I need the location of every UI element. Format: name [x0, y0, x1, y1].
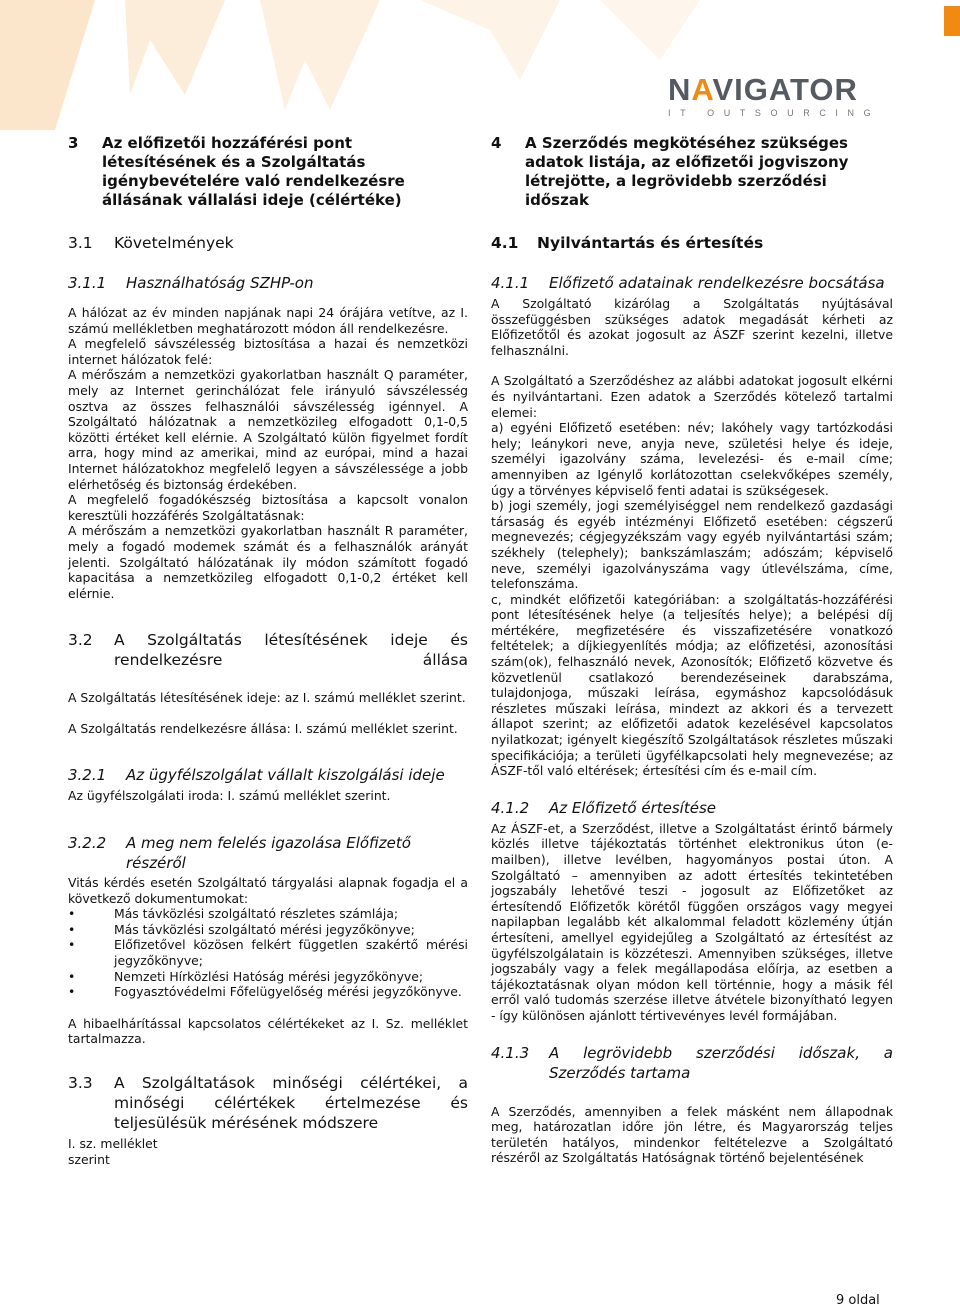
paragraph-troubleshooting-ref: A hibaelhárítással kapcsolatos célértékeket az I. Sz. melléklet tartalmazza.	[68, 1015, 468, 1047]
list-item: • Más távközlési szolgáltató mérési jegyzőkönyve;	[68, 921, 415, 937]
list-item: • Nemzeti Hírközlési Hatóság mérési jegyzőkönyve;	[68, 968, 424, 984]
heading-section-3-3: 3.3 A Szolgáltatások minőségi célértékei, a minőségi célértékek értelmezése és teljesülésük mérésének módszere	[68, 1074, 468, 1132]
paragraph-bandwidth-q: A mérőszám a nemzetközi gyakorlatban használt Q paraméter, mely az Internet gerinchálózat fele irányuló sávszélesség osztva az összes felhasználói sávszélesség igénnyel. A Szolgáltató hálózatnak a nemzetközileg elfogadott 0,1-0,5 közötti értéket kell elérnie. A Szolgáltató külön figyelmet fordít arra, hogy mind az amerikai, mind az európai, mind a hazai Internet hálózatokhoz megfelelő legyen a sávszélessége a jobb elérhetőség és biztonság érdekében.	[68, 367, 468, 492]
heading-section-4-1-3: 4.1.3 A legrövidebb szerződési időszak, a Szerződés tartama	[491, 1043, 893, 1082]
paragraph-data-required: A Szolgáltató a Szerződéshez az alábbi adatokat jogosult elkérni és nyilvántartani. Ezen adatok a Szerződés kötelező tartalmi elemei:	[491, 373, 893, 420]
navigator-logo	[668, 72, 881, 120]
heading-section-3-2-1: 3.2.1 Az ügyfélszolgálat vállalt kiszolgálási ideje	[68, 766, 445, 785]
heading-section-3-2-2: 3.2.2 A meg nem felelés igazolása Előfizető részéről	[68, 834, 411, 873]
heading-section-3-1: 3.1 Követelmények	[68, 234, 234, 252]
corner-accent	[944, 6, 960, 36]
paragraph-dialin-intro: A megfelelő fogadókészség biztosítása a kapcsolt vonalon keresztüli hozzáférés Szolgáltatásnak:	[68, 492, 468, 523]
right-column	[491, 134, 893, 1166]
heading-section-4-1: 4.1 Nyilvántartás és értesítés	[491, 234, 764, 252]
list-item: • Fogyasztóvédelmi Főfelügyelőség mérési jegyzőkönyve.	[68, 984, 462, 1000]
heading-section-3-2: 3.2 A Szolgáltatás létesítésének ideje és rendelkezésre állása	[68, 631, 468, 670]
paragraph-dialin-r: A mérőszám a nemzetközi gyakorlatban használt R paraméter, mely a fogadó modemek számát és a felhasználók arányát jelenti. Szolgáltató hálózatának ily módon számított fogadó kapacitása a nemzetközileg elfogadott 0,1-0,2 értéket kell elérnie.	[68, 523, 468, 601]
paragraph-setup-time: A Szolgáltatás létesítésének ideje: az I. számú melléklet szerint.	[68, 690, 466, 706]
page-number: 9 oldal	[836, 1293, 880, 1308]
heading-section-3: 3 Az előfizetői hozzáférési pont létesítésének és a Szolgáltatás igénybevételére való rendelkezésre állásának vállalási ideje (célértéke)	[68, 134, 405, 209]
paragraph-dispute-docs: Vitás kérdés esetén Szolgáltató tárgyalási alapnak fogadja el a következő dokumentumokat:	[68, 875, 468, 906]
paragraph-customer-service: Az ügyfélszolgálati iroda: I. számú melléklet szerint.	[68, 788, 391, 804]
logo-tagline: IT OUTSOURCING	[668, 108, 881, 118]
paragraph-bandwidth-intro: A megfelelő sávszélesség biztosítása a hazai és nemzetközi internet hálózatok felé:	[68, 336, 468, 367]
paragraph-data-collection: A Szolgáltató kizárólag a Szolgáltatás nyújtásával összefüggésben szükséges adatok megadását kérheti az Előfizetőtől és azokat jogosult az ÁSZF szerint kezelni, illetve felhasználni.	[491, 296, 893, 358]
paragraph-availability: A hálózat az év minden napjának napi 24 órájára vetítve, az I. számú mellékletben meghatározott módon áll rendelkezésre.	[68, 305, 468, 336]
paragraph-legal-entity-data: b) jogi személy, jogi személyiséggel nem rendelkező gazdasági társaság és egyéb intézményi Előfizető esetében: cégszerű megnevezés; cégjegyzékszám vagy egyéb nyilvántartási szám; székhely (telephely); bankszámlaszám; adószám; képviselő neve, személyi igazolványszáma vagy útlevélszáma, címe, telefonszáma.	[491, 498, 893, 592]
heading-section-3-1-1: 3.1.1 Használhatóság SZHP-on	[68, 274, 314, 292]
heading-section-4-1-2: 4.1.2 Az Előfizető értesítése	[491, 798, 716, 817]
paragraph-availability-ref: A Szolgáltatás rendelkezésre állása: I. számú melléklet szerint.	[68, 720, 458, 736]
heading-section-4: 4 A Szerződés megkötéséhez szükséges adatok listája, az előfizetői jogviszony létrejötte, a legrövidebb szerződési időszak	[491, 134, 849, 209]
dispute-document-list	[68, 906, 468, 1000]
left-column	[68, 134, 468, 1167]
paragraph-common-data: c, mindkét előfizetői kategóriában: a szolgáltatás-hozzáférési pont létesítésének helye (a teljesítés helye); a belépési díj mértékére, megfizetésére és visszafizetésére vonatkozó feltételek; a díjkiegyenlítés módja; az előfizetési, azonosítási szám(ok), felhasználó nevek, Azonosítók; Előfizető közvetve és közvetlenül csatlakozó berendezéseinek darabszáma, tulajdonjoga, műszaki leírása, egymáshoz kapcsolódásuk részletes műszaki leírása, mindezt az akkori és a tervezett állapot szerint; az előfizetői adatok kezelésével kapcsolatos nyilatkozat; igényelt kiegészítő Szolgáltatások részletes műszaki specifikációja; a területi ügyfélkapcsolati hely megnevezése; az ÁSZF-től való eltérések; értesítési cím és e-mail cím.	[491, 591, 893, 779]
heading-section-4-1-1: 4.1.1 Előfizető adatainak rendelkezésre bocsátása	[491, 274, 885, 292]
paragraph-contract-term: A Szerződés, amennyiben a felek másként nem állapodnak meg, határozatlan időre jön létre, és Magyarország teljes területén hatályos, mindenkor feltételezve a Szolgáltató részéről az Szolgáltatás Hatóságnak történő bejelentésének	[491, 1103, 893, 1166]
paragraph-individual-data: a) egyéni Előfizető esetében: név; lakóhely vagy tartózkodási hely; leánykori neve, anyja neve, születési helye és ideje, személyi igazolvány száma, levelezési- és e-mail címe; amennyiben az Igénylő korlátozottan cselekvőképes személy, úgy a törvényes képviselő fenti adatai is szükségesek.	[491, 420, 893, 498]
paragraph-quality-ref: I. sz. melléklet szerint	[68, 1136, 158, 1167]
logo-wordmark: NAVIGATOR	[668, 72, 858, 107]
list-item: • Más távközlési szolgáltató részletes számlája;	[68, 906, 399, 922]
paragraph-notification: Az ÁSZF-et, a Szerződést, illetve a Szolgáltatást érintő bármely közlés illetve tájékoztatás történhet elektronikus úton (e-mailben), illetve levélben, hagyományos postai úton. A Szolgáltató – amennyiben az adott értesítés tekintetében jogszabály lehetővé teszi - jogosult az Előfizetőket az értesítendő Előfizetők körétől függően országos vagy megyei napilapban legalább két alkalommal feladott közlemény útján értesíteni, amellyel egyidejűleg a Szolgáltató az értesítést az ügyfélszolgálatain is közzéteszi. Amennyiben szükséges, illetve jogszabály vagy a felek megállapodása előírja, az esetben a tájékoztatásnak olyan módon kell történnie, hogy a másik fél erről való tudomás szerzése illetve átvétele bizonyítható legyen - így különösen ajánlott tértivevényes levél formájában.	[491, 820, 893, 1023]
list-item: • Előfizetővel közösen felkért független szakértő mérési jegyzőkönyve;	[68, 937, 468, 969]
